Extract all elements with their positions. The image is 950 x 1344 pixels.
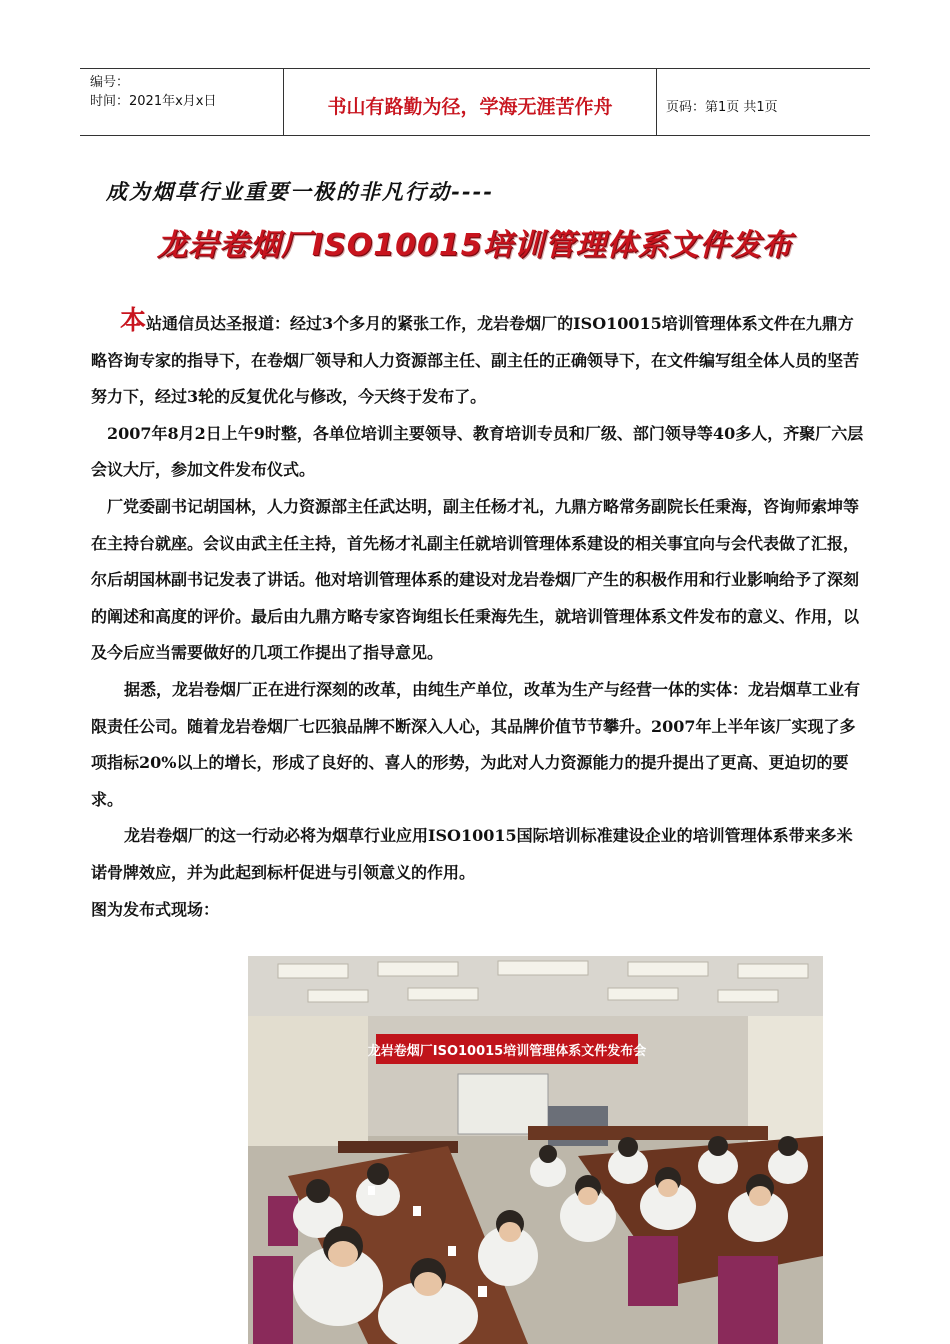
time-label: 时间：2021年x月x日 [90,94,217,109]
conference-photo [248,956,823,1344]
title-line1: 成为烟草行业重要一极的非凡行动---- [106,179,494,204]
paragraph-4: 据悉，龙岩卷烟厂正在进行深刻的改革，由纯生产单位，改革为生产与经营一体的实体：龙岩烟草工业有限责任公司。随着龙岩卷烟厂七匹狼品牌不断深入人心，其品牌价值节节攀升。2007年上半年该厂实现了多项指标20%以上的增长，形成了良好的、喜人的形势，为此对人力资源能力的提升提出了更高、更迫切的要求。 [91,679,861,809]
paragraph-5: 龙岩卷烟厂的这一行动必将为烟草行业应用ISO10015国际培训标准建设企业的培训管理体系带来多米诺骨牌效应，并为此起到标杆促进与引领意义的作用。 [91,826,853,882]
header-page-info: 页码：第1页 共1页 [666,99,778,115]
paragraph-3: 厂党委副书记胡国林，人力资源部主任武达明，副主任杨才礼，九鼎方略常务副院长任秉海，咨询师索坤等在主持台就座。会议由武主任主持，首先杨才礼副主任就培训管理体系建设的相关事宜向与会代表做了汇报，尔后胡国林副书记发表了讲话。他对培训管理体系的建设对龙岩卷烟厂产生的积极作用和行业影响给予了深刻的阐述和高度的评价。最后由九鼎方略专家咨询组长任秉海先生，就培训管理体系文件发布的意义、作用，以及今后应当需要做好的几项工作提出了指导意见。 [91,496,860,663]
title-line2: 龙岩卷烟厂ISO10015培训管理体系文件发布 [157,228,793,263]
article-body [91,303,866,928]
paragraph-2: 2007年8月2日上午9时整，各单位培训主要领导、教育培训专员和厂级、部门领导等40多人，齐聚厂六层会议大厅，参加文件发布仪式。 [91,423,864,480]
photo-banner-text: 龙岩卷烟厂ISO10015培训管理体系文件发布会 [367,1044,647,1059]
paragraph-1 [91,303,866,416]
conference-photo-illustration [248,956,823,1344]
header-motto: 书山有路勤为径，学海无涯苦作舟 [283,69,657,135]
header-meta [80,69,283,135]
photo-caption: 图为发布式现场： [91,899,220,919]
drop-cap: 本 [120,306,147,336]
number-label: 编号： [90,75,130,90]
paragraph-1-text: 站通信员达圣报道：经过3个多月的紧张工作，龙岩卷烟厂的ISO10015培训管理体系文件在九鼎方略咨询专家的指导下，在卷烟厂领导和人力资源部主任、副主任的正确领导下，在文件编写组全体人员的坚苦努力下，经过3轮的反复优化与修改，今天终于发布了。 [91,314,860,407]
page-header [80,68,870,136]
